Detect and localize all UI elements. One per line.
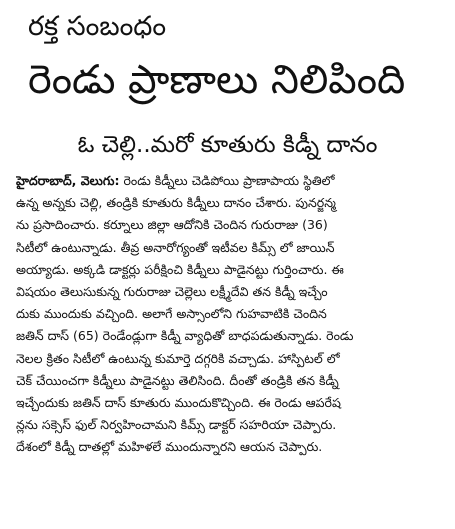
article-kicker: రక్త సంబంధం: [28, 11, 167, 42]
body-line: దేశంలో కిడ్నీ దాతల్లో మహిళలే ముందున్నారని ఆయన చెప్పారు.: [16, 439, 323, 455]
body-line: నెలల క్రితం సిటీలో ఉంటున్న కుమార్తె దగ్గరికి వచ్చాడు. హాస్పిటల్ లో: [16, 350, 340, 366]
body-line: [16, 170, 440, 192]
body-line: దుకు ముందుకు వచ్చింది. అలాగే అస్సాంలోని గుహవాటికి చెందిన: [16, 306, 327, 322]
body-line: చెక్ చేయించగా కిడ్నీలు పాడైనట్టు తెలిసింది. దీంతో తండ్రికి తన కిడ్నీ: [16, 372, 339, 388]
article-body: [16, 170, 440, 458]
article-dateline: హైదరాబాద్, వెలుగు:: [16, 173, 120, 188]
body-line: న్లను సక్సెస్ ఫుల్ నిర్వహించామని కిమ్స్ డాక్టర్ సహరియా చెప్పారు.: [16, 417, 337, 433]
body-line: విషయం తెలుసుకున్న గురురాజు చెల్లెలు లక్ష్మీదేవి తన కిడ్నీ ఇచ్చేం: [16, 283, 328, 299]
body-line-text: రెండు కిడ్నీలు చెడిపోయి ప్రాణాపాయ స్థితిలో: [119, 173, 335, 188]
body-line: ఇచ్చేందుకు జతిన్ దాస్ కూతురు ముందుకొచ్చింది. ఈ రెండు ఆపరేష: [16, 394, 341, 410]
article-headline: రెండు ప్రాణాలు నిలిపింది: [28, 57, 406, 103]
body-line: జతిన్ దాస్ (65) రెండేండ్లుగా కిడ్నీ వ్యాధితో బాధపడుతున్నాడు. రెండు: [16, 328, 354, 344]
body-line: ఉన్న అన్నకు చెల్లి, తండ్రికి కూతురు కిడ్నీలు దానం చేశారు. పునర్జన్మ: [16, 195, 336, 211]
body-line: ను ప్రసాదించారు. కర్నూలు జిల్లా ఆదోనికి చెందిన గురురాజు (36): [16, 217, 328, 233]
body-line: అయ్యాడు. అక్కడి డాక్టర్లు పరీక్షించి కిడ్నీలు పాడైనట్టు గుర్తించారు. ఈ: [16, 261, 344, 277]
body-line: సిటీలో ఉంటున్నాడు. తీవ్ర అనారోగ్యంతో ఇటీవల కిమ్స్ లో జాయిన్: [16, 239, 335, 255]
article-subhead: ఓ చెల్లి..మరో కూతురు కిడ్నీ దానం: [77, 132, 378, 158]
